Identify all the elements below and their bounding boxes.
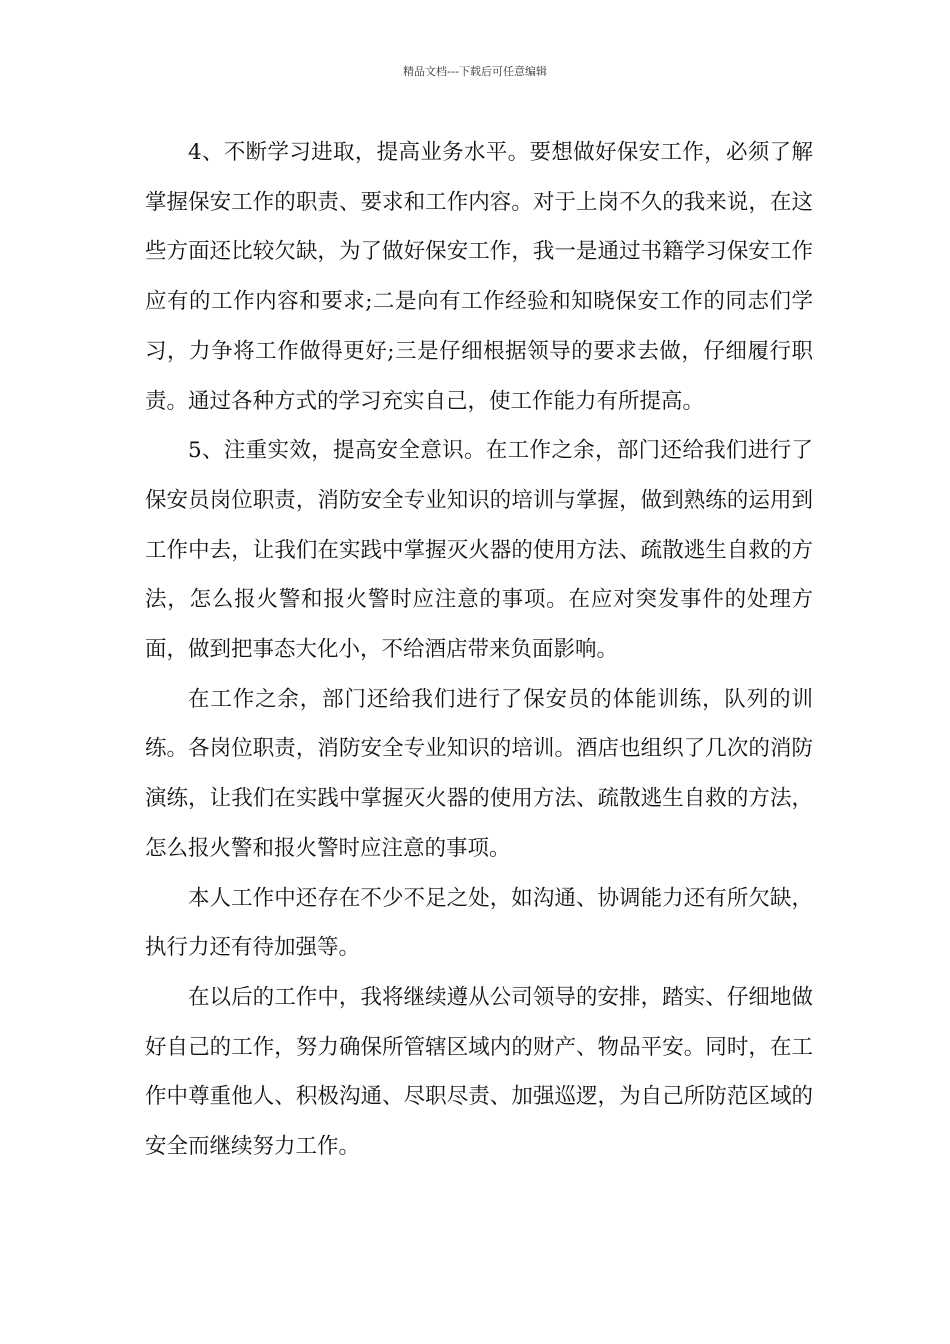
paragraph-safety-awareness: 5、注重实效，提高安全意识。在工作之余，部门还给我们进行了保安员岗位职责，消防安全专业知识的培训与掌握，做到熟练的运用到工作中去，让我们在实践中掌握灭火器的使用方法、疏散逃生自救的方法，怎么报火警和报火警时应注意的事项。在应对突发事件的处理方面，做到把事态大化小，不给酒店带来负面影响。 xyxy=(145,438,813,663)
paragraph-shortcomings: 本人工作中还存在不少不足之处，如沟通、协调能力还有所欠缺，执行力还有待加强等。 xyxy=(145,885,813,961)
page-header: 精品文档---下载后可任意编辑 xyxy=(403,65,547,78)
paragraph-training: 在工作之余，部门还给我们进行了保安员的体能训练，队列的训练。各岗位职责，消防安全专业知识的培训。酒店也组织了几次的消防演练，让我们在实践中掌握灭火器的使用方法、疏散逃生自救的方法，怎么报火警和报火警时应注意的事项。 xyxy=(145,686,813,861)
document-body xyxy=(145,128,813,1172)
paragraph-learning: 4、不断学习进取，提高业务水平。要想做好保安工作，必须了解掌握保安工作的职责、要求和工作内容。对于上岗不久的我来说，在这些方面还比较欠缺，为了做好保安工作，我一是通过书籍学习保安工作应有的工作内容和要求;二是向有工作经验和知晓保安工作的同志们学习，力争将工作做得更好;三是仔细根据领导的要求去做，仔细履行职责。通过各种方式的学习充实自己，使工作能力有所提高。 xyxy=(145,140,813,414)
paragraph-future-plans: 在以后的工作中，我将继续遵从公司领导的安排，踏实、仔细地做好自己的工作，努力确保所管辖区域内的财产、物品平安。同时，在工作中尊重他人、积极沟通、尽职尽责、加强巡逻，为自己所防范区域的安全而继续努力工作。 xyxy=(145,984,813,1160)
